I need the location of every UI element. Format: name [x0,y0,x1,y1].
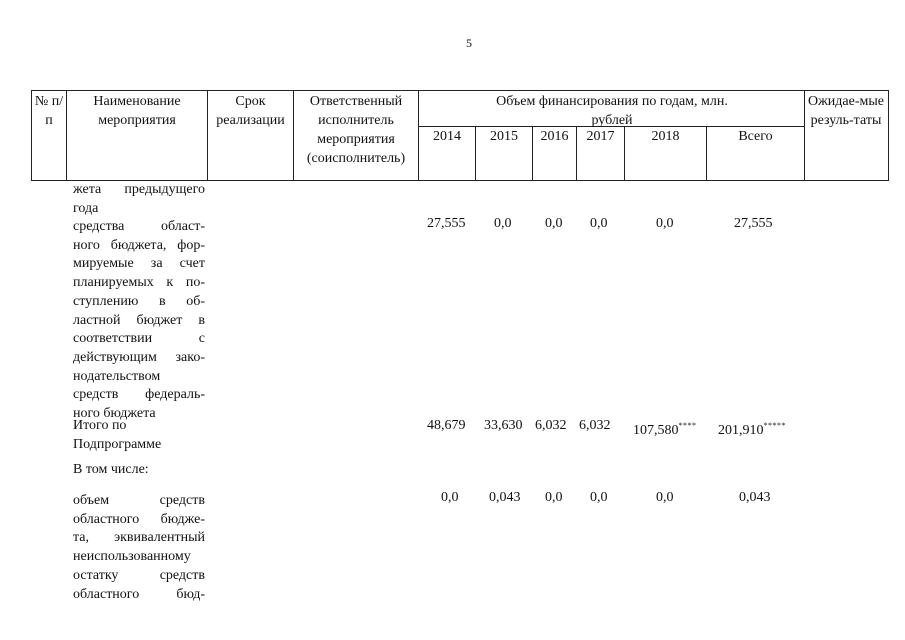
total-value-2018-number: 107,580 [633,423,679,438]
footnote-mark: ***** [763,421,786,430]
row-value-2014: 0,0 [441,490,459,505]
total-value-total-number: 201,910 [718,423,764,438]
header-year-2018: 2018 [651,129,680,144]
row-value-2014: 27,555 [427,216,466,231]
row-desc-line: ного бюджета, фор- [73,237,205,253]
row-desc-line: средства облаcт- [73,219,205,234]
header-year-2014: 2014 [433,129,461,144]
header-year-2017: 2017 [586,129,615,144]
row-desc-line: неиспользованному [73,549,191,565]
row-value-2015: 0,043 [489,490,521,505]
row-desc-line: планируемых к по- [73,275,205,291]
header-col-result: Ожидае-мые резуль-таты [808,94,884,128]
row-value-2016: 0,0 [545,490,563,505]
header-col-name: Наименование мероприятия [93,94,181,128]
page-number: 5 [466,36,472,50]
row-value-2017: 0,0 [590,216,608,231]
row-value-2016: 0,0 [545,216,563,231]
row-value-2017: 0,0 [590,490,608,505]
row-desc-line: ступлению в об- [73,293,205,309]
total-value-2014: 48,679 [427,418,466,433]
header-col-term: Срок реализации [216,94,285,128]
row-value-2018: 0,0 [656,490,674,505]
row-value-2015: 0,0 [494,216,512,231]
row-desc-line: средств федераль- [73,387,205,403]
footnote-mark: **** [678,421,697,430]
row-desc-line: соответствии с [73,331,205,347]
row-desc-line: мируемые за счет [73,256,205,272]
row-desc-line: нодательством [73,368,161,384]
row-desc-line: ластной бюджет в [73,312,205,328]
row-desc-line: ного бюджета [73,406,156,422]
header-top-border [31,90,888,91]
row-desc-line: областного бюдже- [73,511,205,527]
col-border [207,90,208,181]
row-desc-line: В том числе: [73,462,149,477]
col-border [888,90,889,181]
row-desc-line: жета предыдущего [73,182,205,197]
header-year-total: Всего [738,129,773,144]
row-desc-line: действующим зако- [73,349,205,365]
total-value-2017: 6,032 [579,418,611,433]
row-desc-line: остатку средств [73,567,205,583]
row-desc-line: областного бюд- [73,586,205,602]
row-value-2018: 0,0 [656,216,674,231]
table-row [73,181,205,218]
header-year-2015: 2015 [490,129,518,144]
total-value-total [718,416,786,440]
row-desc-line: года [73,200,99,216]
row-desc-line: та, эквивалентный [73,530,205,546]
header-col-executor: Ответственный исполнитель мероприятия (соисполнитель) [306,94,406,166]
row-desc-line: Итого по [73,418,127,433]
table-row [73,492,205,604]
header-col-number: № п/п [34,94,64,128]
row-desc-line: объем средств [73,493,205,508]
col-border [66,90,67,181]
col-border [293,90,294,181]
row-desc-line: Подпрограмме [73,436,162,452]
table-row [73,461,205,480]
row-value-total: 27,555 [734,216,773,231]
table-row [73,417,205,454]
total-value-2016: 6,032 [535,418,567,433]
row-value-total: 0,043 [739,490,771,505]
total-value-2015: 33,630 [484,418,523,433]
col-border [804,90,805,181]
header-col-funding: Объем финансирования по годам, млн. рублей [496,94,728,128]
total-value-2018 [633,416,697,440]
table-row [73,218,205,424]
header-year-2016: 2016 [540,129,569,144]
